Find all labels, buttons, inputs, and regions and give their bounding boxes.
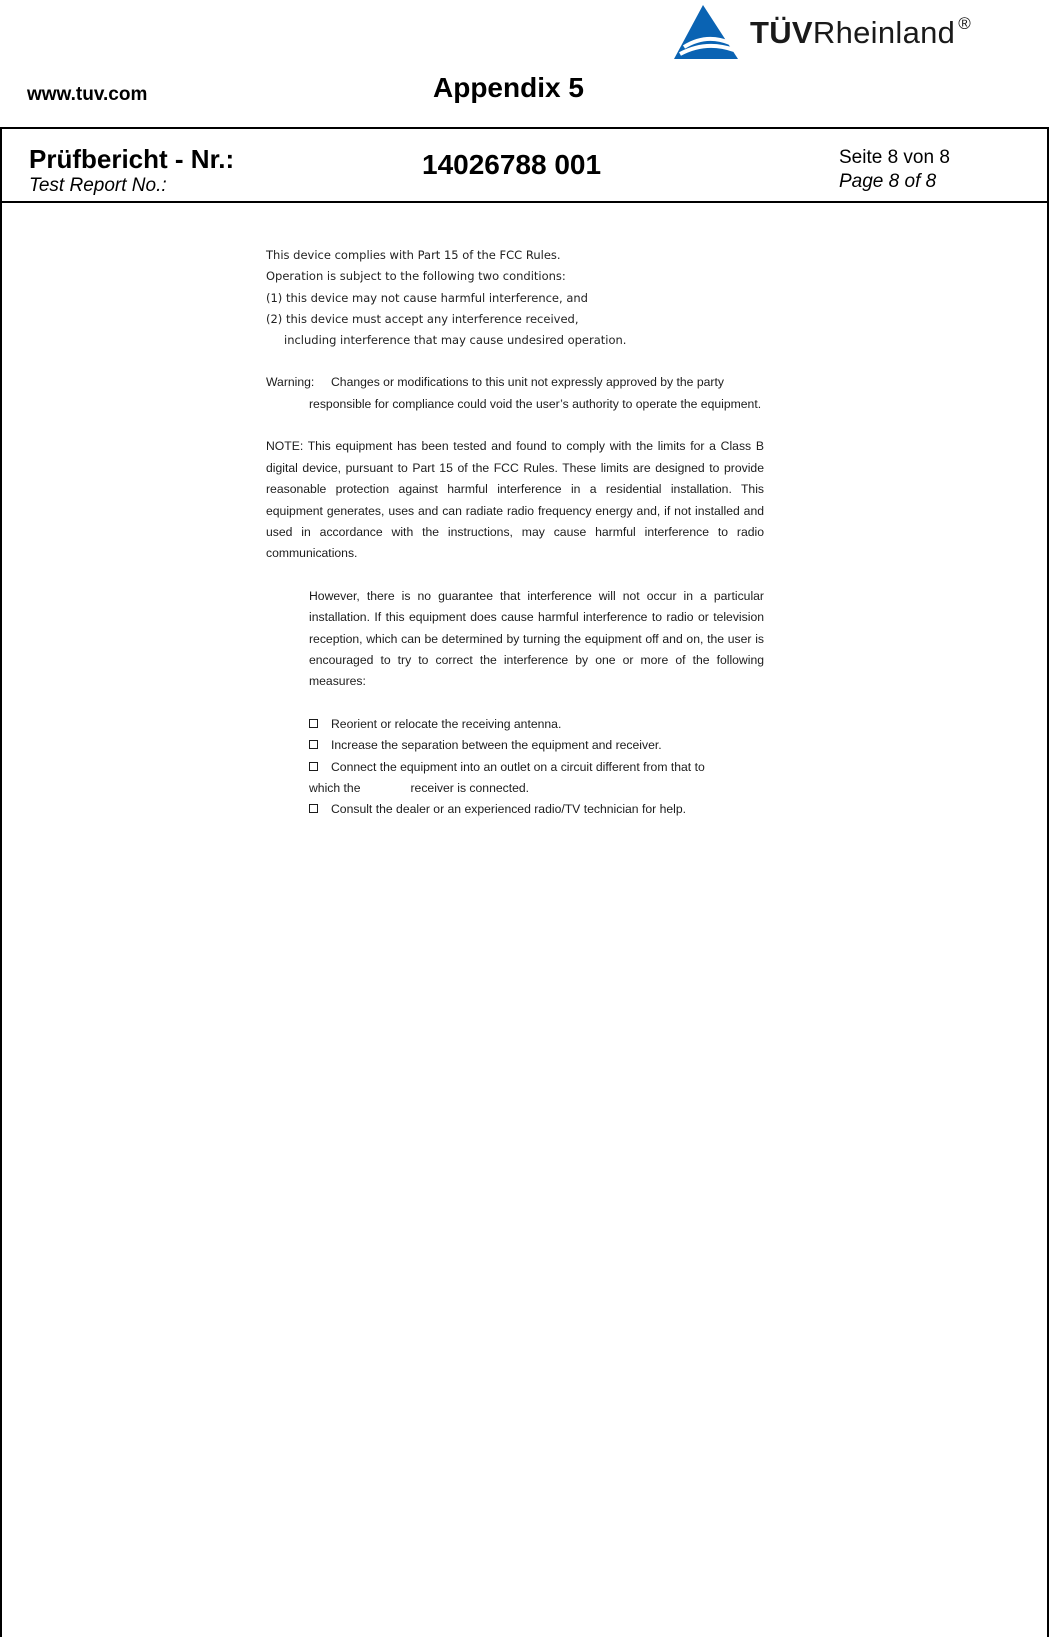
tuv-rheinland-logo [672,2,971,62]
checkbox-square-icon [309,804,318,813]
checkbox-square-icon [309,719,318,728]
triangle-logo-icon [672,3,740,61]
website-url: www.tuv.com [27,84,148,105]
warning-first-line: Changes or modifications to this unit not expressly approved by the party [331,375,724,390]
note-paragraph: NOTE: This equipment has been tested and found to comply with the limits for a Class B digital device, pursuant to Part 15 of the FCC Rules. These limits are designed to provide reasonable protection against harmful interference in a residential installation. This equipment generates, uses and can radiate radio frequency energy and, if not installed and used in accordance with the instructions, may cause harmful interference to radio communications. [266,439,764,561]
list-item [309,757,764,778]
fcc-statement-scan [266,245,764,821]
fcc-line: This device complies with Part 15 of the FCC Rules. [266,248,561,262]
registered-mark: ® [958,13,972,33]
fcc-line: Operation is subject to the following two conditions: [266,269,566,284]
logo-text-tuv: TÜV [750,14,813,50]
logo-text-rheinland: Rheinland [812,14,956,50]
however-paragraph: However, there is no guarantee that interference will not occur in a particular installation. If this equipment does cause harmful interference to radio or television reception, which can be determined by turning the equipment off and on, the user is encouraged to try to correct the interference by one or more of the following measures: [309,588,764,689]
fcc-compliance-paragraph [266,245,764,351]
measure-continuation [309,778,764,799]
report-label-de: Prüfbericht - Nr.: [29,144,235,174]
list-item [309,735,764,756]
measure-text: Increase the separation between the equipment and receiver. [331,738,662,753]
logo-wordmark [750,14,971,51]
report-number: 14026788 001 [422,149,602,180]
report-header [2,129,1047,203]
measure-cont-a: which the [309,780,361,795]
warning-paragraph [266,372,764,415]
measure-text: Consult the dealer or an experienced radio/TV technician for help. [331,802,687,817]
measures-list [266,714,764,821]
report-label-en: Test Report No.: [29,175,167,196]
page-number-de: Seite 8 von 8 [839,147,950,168]
measure-text: Reorient or relocate the receiving antenna. [331,716,562,731]
checkbox-square-icon [309,740,318,749]
measure-cont-b: receiver is connected. [410,780,530,795]
page-number-en: Page 8 of 8 [839,171,937,192]
warning-label: Warning: [266,375,315,390]
warning-continuation: responsible for compliance could void the user’s authority to operate the equipment. [309,396,762,411]
appendix-title: Appendix 5 [433,72,584,103]
list-item [309,799,764,820]
checkbox-square-icon [309,762,318,771]
fcc-line: including interference that may cause undesired operation. [284,333,627,348]
measure-text: Connect the equipment into an outlet on a circuit different from that to [331,759,705,774]
fcc-line: (1) this device may not cause harmful interference, and [266,290,588,305]
list-item [309,714,764,735]
fcc-line: (2) this device must accept any interference received, [266,311,579,326]
